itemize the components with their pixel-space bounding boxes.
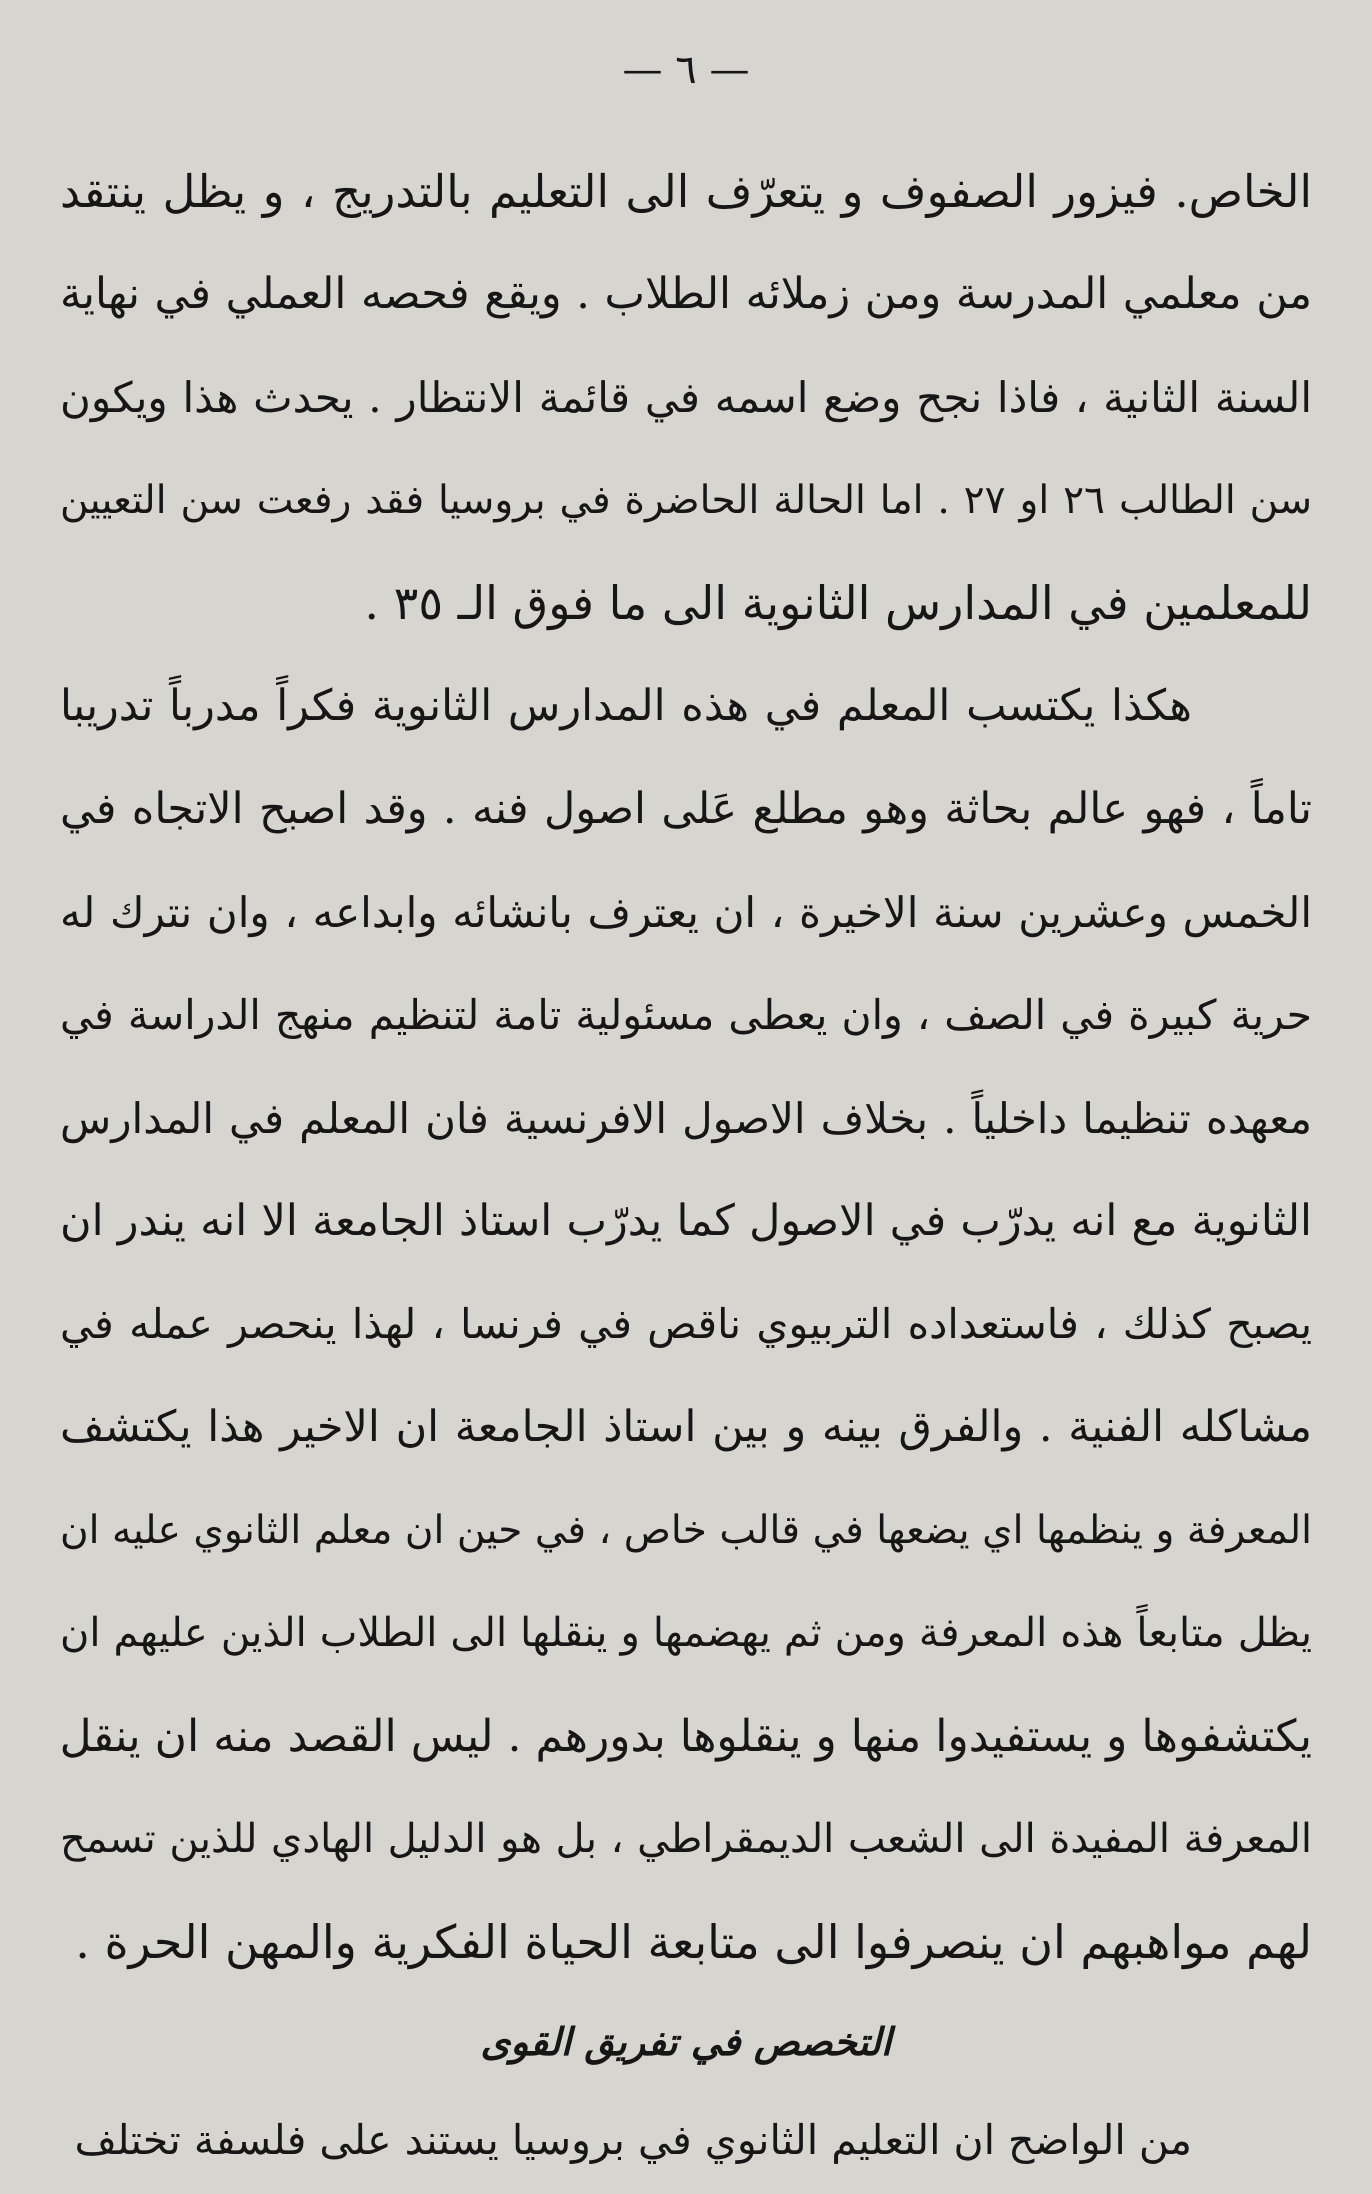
text-line: المعرفة المفيدة الى الشعب الديمقراطي ، بل هو الدليل الهادي للذين تسمح [60,1816,1312,1862]
text-line: للمعلمين في المدارس الثانوية الى ما فوق الـ ٣٥ . [364,576,1312,630]
text-line: الخاص. فيزور الصفوف و يتعرّف الى التعليم بالتدريج ، و يظل ينتقد [60,165,1312,218]
text-line: يصبح كذلك ، فاستعداده التربيوي ناقص في فرنسا ، لهذا ينحصر عمله في [60,1300,1312,1348]
text-line: سن الطالب ٢٦ او ٢٧ . اما الحالة الحاضرة في بروسيا فقد رفعت سن التعيين [60,478,1312,523]
paragraph-2 [60,655,1312,1994]
closing-line: من الواضح ان التعليم الثانوي في بروسيا يستند على فلسفة تختلف [74,2116,1192,2164]
text-line: لهم مواهبهم ان ينصرفوا الى متابعة الحياة الفكرية والمهن الحرة . [75,1915,1312,1969]
text-line: مشاكله الفنية . والفرق بينه و بين استاذ الجامعة ان الاخير هذا يكتشف [60,1402,1312,1452]
text-line: معهده تنظيما داخلياً . بخلاف الاصول الافرنسية فان المعلم في المدارس [60,1094,1312,1143]
text-line: يظل متابعاً هذه المعرفة ومن ثم يهضمها و ينقلها الى الطلاب الذين عليهم ان [60,1610,1312,1656]
text-line: الثانوية مع انه يدرّب في الاصول كما يدرّب استاذ الجامعة الا انه يندر ان [60,1196,1312,1246]
text-line: من معلمي المدرسة ومن زملائه الطلاب . ويقع فحصه العملي في نهاية [60,269,1312,319]
text-line: الخمس وعشرين سنة الاخيرة ، ان يعترف بانشائه وابداعه ، وان نترك له [60,888,1312,937]
text-line: يكتشفوها و يستفيدوا منها و ينقلوها بدورهم . ليس القصد منه ان ينقل [60,1711,1312,1762]
section-heading: التخصص في تفريق القوى [480,2019,892,2064]
text-line: هكذا يكتسب المعلم في هذه المدارس الثانوية فكراً مدرباً تدريبا [60,681,1192,731]
text-line: حرية كبيرة في الصف ، وان يعطى مسئولية تامة لتنظيم منهج الدراسة في [60,991,1312,1039]
paragraph-1 [60,140,1312,655]
text-line: السنة الثانية ، فاذا نجح وضع اسمه في قائمة الانتظار . يحدث هذا ويكون [60,373,1312,422]
text-line: المعرفة و ينظمها اي يضعها في قالب خاص ، في حين ان معلم الثانوي عليه ان [60,1508,1312,1553]
page-number: — ٦ — [622,47,750,93]
text-line: تاماً ، فهو عالم بحاثة وهو مطلع عَلى اصول فنه . وقد اصبح الاتجاه في [60,784,1312,834]
